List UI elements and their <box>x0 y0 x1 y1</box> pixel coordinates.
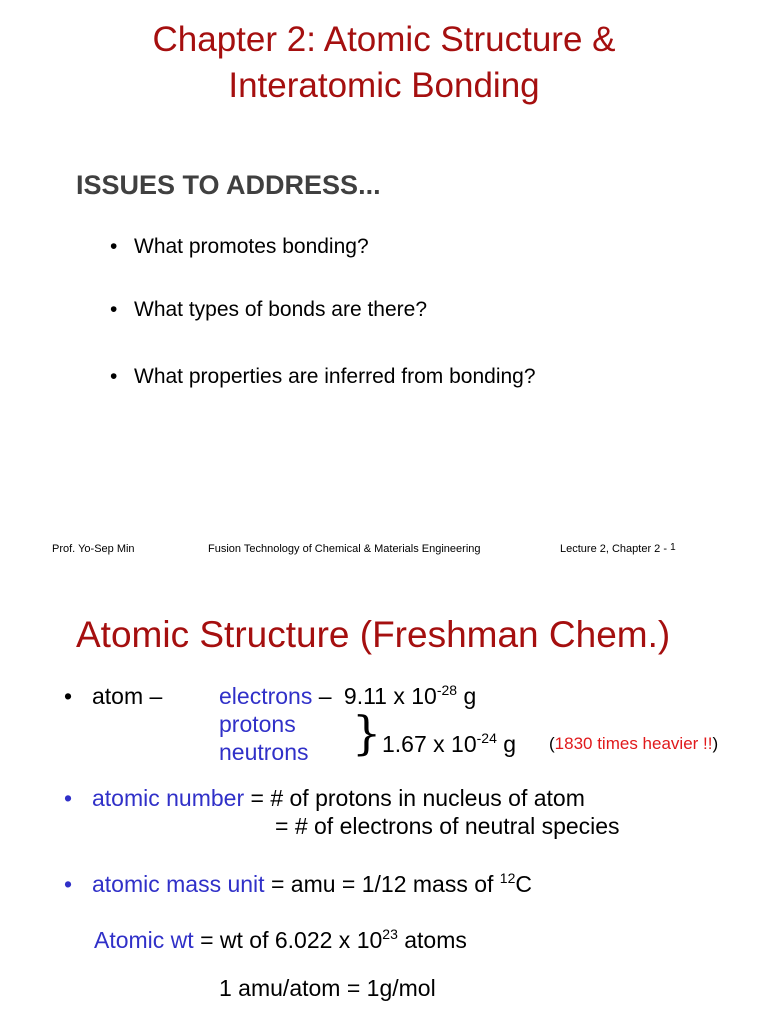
atom-row <box>64 683 162 710</box>
bullet-text: What properties are inferred from bonding? <box>134 365 536 388</box>
heavier-text: 1830 times heavier !! <box>554 734 713 753</box>
nucleon-mass <box>382 731 516 758</box>
footer-course: Fusion Technology of Chemical & Materials Engineering <box>208 543 481 555</box>
brace-icon: } <box>352 706 382 760</box>
bullet-icon: • <box>110 365 118 388</box>
atomic-number-def1: = # of protons in nucleus of atom <box>250 785 585 811</box>
bullet-icon: • <box>110 235 118 258</box>
atomic-wt-row <box>94 927 467 954</box>
bullet-icon: • <box>64 785 73 811</box>
electrons-mass-base: 9.11 x 10 <box>343 683 437 709</box>
footer-lecture <box>560 543 676 555</box>
bullet-icon: • <box>64 871 73 897</box>
atom-label: atom – <box>92 683 163 709</box>
atomic-wt-def: = wt of 6.022 x 10 <box>200 927 383 953</box>
electrons-label: electrons <box>219 683 313 709</box>
list-item <box>110 235 369 259</box>
slide1-title-line1: Chapter 2: Atomic Structure & <box>152 20 616 59</box>
atomic-number-def2: = # of electrons of neutral species <box>275 813 620 839</box>
atomic-number-term: atomic number <box>92 785 245 811</box>
nucleon-mass-base: 1.67 x 10 <box>382 731 477 757</box>
footer-professor: Prof. Yo-Sep Min <box>52 543 135 555</box>
amu-term: atomic mass unit <box>92 871 265 897</box>
bullet-text: What types of bonds are there? <box>134 298 428 321</box>
atomic-wt-unit: atoms <box>404 927 467 953</box>
list-item <box>110 298 427 322</box>
electrons-mass-unit: g <box>463 683 477 709</box>
footer-page-number: 1 <box>670 542 676 553</box>
protons-label: protons <box>219 711 296 737</box>
amu-row <box>64 871 532 898</box>
heavier-open-paren: ( <box>549 734 555 753</box>
bullet-text: What promotes bonding? <box>134 235 369 258</box>
amu-def: = amu = 1/12 mass of <box>270 871 494 897</box>
nucleon-mass-exponent: -24 <box>476 730 497 746</box>
slide1-title-line2: Interatomic Bonding <box>228 66 540 105</box>
electrons-mass-exponent: -28 <box>436 682 458 698</box>
heavier-close-paren: ) <box>712 734 719 753</box>
slide2-title: Atomic Structure (Freshman Chem.) <box>76 614 671 655</box>
conversion-line: 1 amu/atom = 1g/mol <box>219 975 436 1001</box>
heavier-note <box>549 734 718 754</box>
atomic-wt-exponent: 23 <box>382 926 398 942</box>
issues-heading: ISSUES TO ADDRESS... <box>76 170 381 200</box>
atomic-wt-term: Atomic wt <box>94 927 194 953</box>
amu-element: C <box>515 871 532 897</box>
amu-superscript: 12 <box>499 870 516 886</box>
nucleon-mass-unit: g <box>503 731 517 757</box>
electrons-dash: – <box>318 683 332 709</box>
bullet-icon: • <box>64 683 73 709</box>
neutrons-label: neutrons <box>219 739 309 765</box>
atomic-number-row <box>64 785 585 812</box>
list-item <box>110 365 536 389</box>
footer-lecture-label: Lecture 2, Chapter 2 - <box>560 543 668 555</box>
bullet-icon: • <box>110 298 118 321</box>
electrons-row <box>219 683 476 710</box>
